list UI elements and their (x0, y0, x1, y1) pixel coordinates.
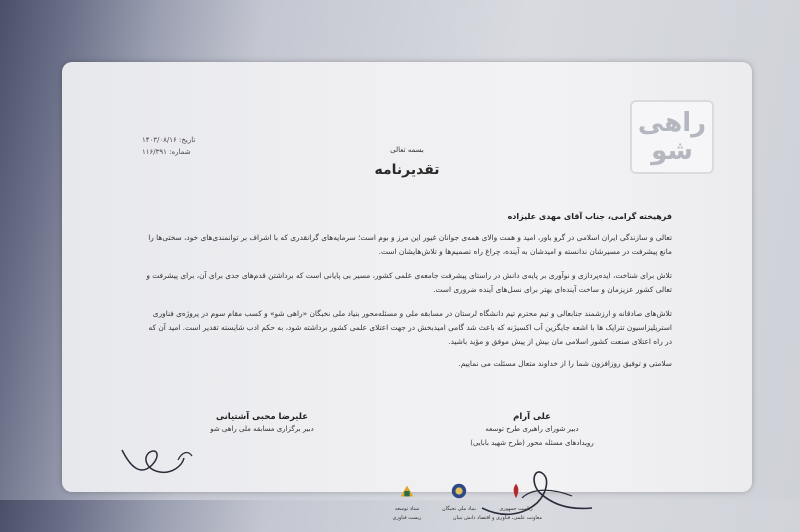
signatory-name: علی آرام (513, 412, 551, 422)
signatory-role: دبیر شورای راهبری طرح توسعه (485, 425, 579, 433)
certificate-body (142, 212, 672, 368)
basmala: بسمه تعالی (390, 146, 424, 154)
signatory-role: دبیر برگزاری مسابقه ملی راهی شو (210, 425, 314, 433)
presidency-logo: ریاست جمهوری معاونت علمی، فناوری و اقتصاد دانش بنیان (490, 482, 542, 522)
emblem-icon (450, 482, 468, 500)
paragraph: تلاش‌های صادقانه و ارزشمند جنابعالی و تیم محترم تیم دانشگاه لرستان در مسابقه ملی و مسئله‌محور بنیاد ملی نخبگان «راهی شو» و کسب مقام سوم در پروژه‌ی فناوری استریلیزاسیون تتراپک ها با اشعه جایگزین آب اکسیژنه که باعث شد گامی امیدبخش در جهت اعتلای علمی کشور برداشته شود، به حکم ادب شایسته تقدیر است. امید آن که در راه اعتلای صنعت کشور اسلامی مان بیش از پیش موفق و مؤید باشید. (148, 309, 672, 346)
paragraph: تلاش برای شناخت، ایده‌پردازی و نوآوری بر پایه‌ی دانش در راستای پیشرفت جامعه‌ی علمی کشور، مسیر بی پایانی است که برداشتن قدم‌های جدی برای آن، برای پیشرفت و تعالی کشور عزیزمان و ساخت آینده‌ای بهتر برای نسل‌های آینده ضروری است. (146, 271, 672, 294)
document-number: شماره: ۱۱۶/۳۹۱ (142, 148, 191, 156)
organization-logos (382, 482, 542, 522)
closing-line: سلامتی و توفیق روزافزون شما را از خداوند متعال مسئلت می نماییم. (458, 359, 672, 368)
certificate-title: تقدیرنامه (374, 162, 440, 178)
greeting: فرهیخته گرامی، جناب آقای مهدی علیزاده (507, 212, 672, 221)
signatory-name: علیرضا محبی آشتیانی (215, 412, 308, 422)
emblem-icon (398, 482, 416, 500)
certificate (62, 62, 752, 521)
signature-icon (112, 430, 232, 490)
emblem-icon (507, 482, 525, 500)
elites-foundation-logo: بنیاد ملی نخبگان (436, 482, 482, 513)
paragraph: تعالی و سازندگی ایران اسلامی در گرو باور، امید و همت والای همه‌ی جوانان غیور این مرز و بوم است؛ سرمایه‌های گرانقدری که با اشراف بر توانمندی‌های خود، سختی‌ها را مانع پیشرفت در مسیرشان ندانسته و امیدشان به آینده، چراغ راه تصمیم‌ها و تلاش‌هایشان است. (148, 233, 672, 256)
signatory-role: رویدادهای مسئله محور (طرح شهید بابایی) (470, 439, 594, 447)
document-date: تاریخ: ۱۴۰۳/۰۸/۱۶ (142, 136, 196, 144)
biotech-logo: ستاد توسعه زیست فناوری (384, 482, 430, 522)
signatory-mohebbi (152, 412, 372, 436)
rahishow-logo: راهی شو (630, 100, 714, 174)
